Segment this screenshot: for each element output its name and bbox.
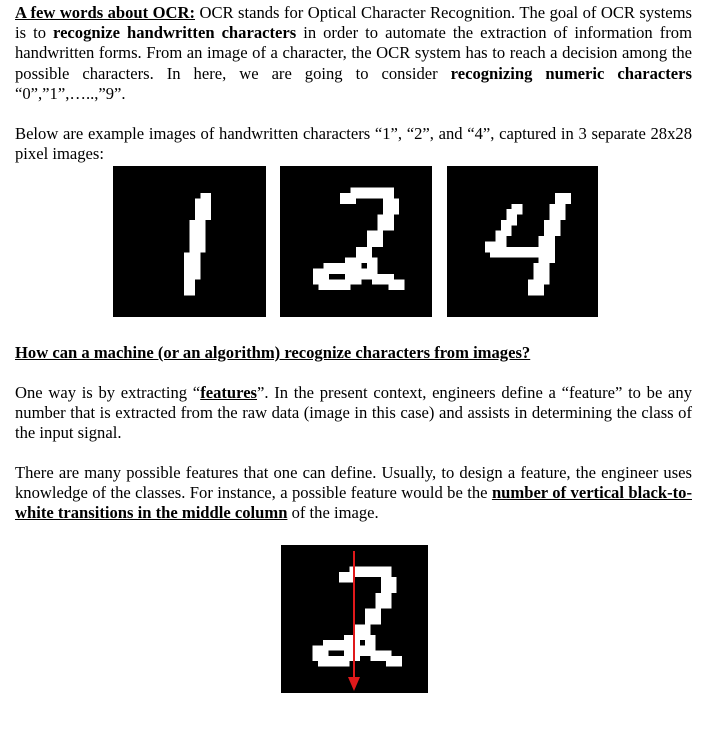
intro-paragraph: A few words about OCR: OCR stands for Optical Character Recognition. The goal of OCR systems is to recognize handwritten characters in order to automate the extraction of information from handwritten forms. From an image of a character, the OCR system has to reach a decision among the possible characters. In here, we are going to consider recognizing numeric characters “0”,”1”,…..,”9”.: [15, 3, 692, 103]
digit-1-image: [113, 166, 266, 317]
digit-2-middle-column-image: [281, 545, 428, 693]
digit-2-image: [280, 166, 432, 317]
examples-paragraph: Below are example images of handwritten characters “1”, “2”, and “4”, captured in 3 separate 28x28 pixel images:: [15, 124, 692, 164]
design-paragraph: There are many possible features that one can define. Usually, to design a feature, the engineer uses knowledge of the classes. For instance, a possible feature would be the number of vertical black-to-white transitions in the middle column of the image.: [15, 463, 692, 523]
question-heading: How can a machine (or an algorithm) recognize characters from images?: [15, 343, 531, 362]
intro-heading: A few words about OCR:: [15, 3, 196, 22]
features-paragraph: One way is by extracting “features”. In the present context, engineers define a “feature” to be any number that is extracted from the raw data (image in this case) and assists in determining the class of the input signal.: [15, 383, 692, 443]
digit-4-image: [447, 166, 598, 317]
down-arrow-icon: [281, 545, 428, 693]
